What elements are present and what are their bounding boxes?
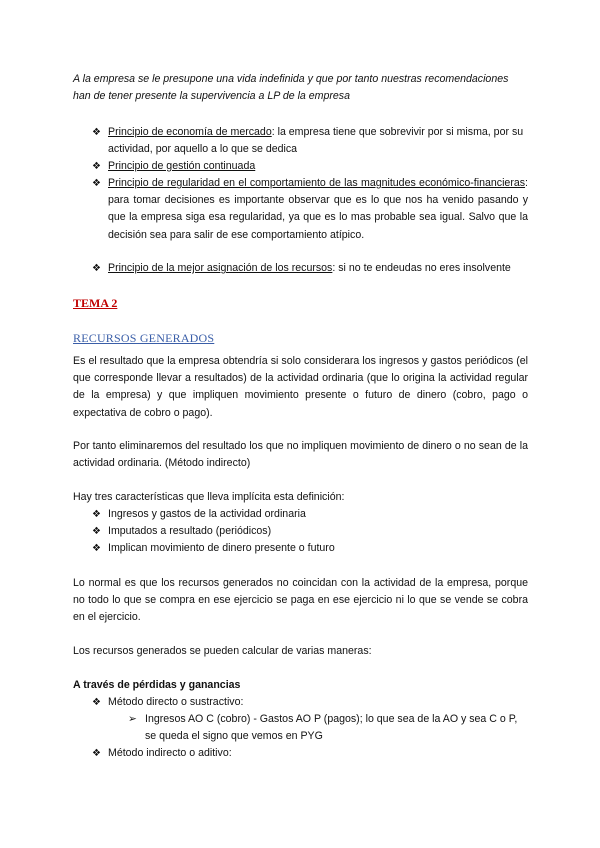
principle-title: Principio de economía de mercado xyxy=(108,126,272,138)
method-item xyxy=(92,745,232,762)
principle-item xyxy=(92,175,528,244)
elimination-paragraph: Por tanto eliminaremos del resultado los que no impliquen movimiento de dinero o no sean de la actividad ordinaria. (Método indirecto) xyxy=(73,440,528,470)
section-heading: RECURSOS GENERADOS xyxy=(73,331,215,345)
characteristic-item xyxy=(92,506,306,523)
principle-item xyxy=(92,124,528,158)
diamond-bullet-icon: ❖ xyxy=(92,127,101,138)
principle-description: : para tomar decisiones es importante observar que es lo que nos ha venido pasando y que la empresa siga esa regularidad, ya que es lo mas probable sea igual. Salvo que la decisión sea para salir de ese comportamiento atípico. xyxy=(108,177,528,241)
characteristic-text: Imputados a resultado (periódicos) xyxy=(108,525,272,537)
diamond-bullet-icon: ❖ xyxy=(92,509,101,520)
arrow-bullet-icon: ➢ xyxy=(128,713,137,725)
diamond-bullet-icon: ❖ xyxy=(92,178,101,189)
diamond-bullet-icon: ❖ xyxy=(92,161,101,172)
diamond-bullet-icon: ❖ xyxy=(92,526,101,537)
method-indirect-text: Método indirecto o aditivo: xyxy=(108,747,232,759)
tema-heading: TEMA 2 xyxy=(73,296,118,310)
calculation-intro: Los recursos generados se pueden calcular de varias maneras: xyxy=(73,645,372,657)
diamond-bullet-icon: ❖ xyxy=(92,543,101,554)
principle-title: Principio de la mejor asignación de los recursos xyxy=(108,262,333,274)
principle-description: : si no te endeudas no eres insolvente xyxy=(332,262,511,274)
definition-paragraph: Es el resultado que la empresa obtendría si solo considerara los ingresos y gastos periódicos (el que corresponde llevar a resultados) de la actividad ordinaria (que lo origina la actividad regular de la empresa) y que impliquen movimiento presente o futuro de dinero (cobro, pago o expectativa de cobro o pago). xyxy=(73,355,528,419)
principle-title: Principio de gestión continuada xyxy=(108,160,256,172)
characteristic-item xyxy=(92,540,335,557)
normal-case-paragraph: Lo normal es que los recursos generados no coincidan con la actividad de la empresa, porque no todo lo que se compra en ese ejercicio se paga en ese ejercicio ni lo que se vende se cobra en el ejercicio. xyxy=(73,577,528,624)
intro-paragraph: A la empresa se le presupone una vida indefinida y que por tanto nuestras recomendaciones han de tener presente la supervivencia a LP de la empresa xyxy=(73,73,509,103)
characteristics-intro: Hay tres características que lleva implícita esta definición: xyxy=(73,491,345,503)
method-detail-item xyxy=(128,711,528,745)
diamond-bullet-icon: ❖ xyxy=(92,697,101,708)
method-direct-text: Método directo o sustractivo: xyxy=(108,696,244,708)
diamond-bullet-icon: ❖ xyxy=(92,263,101,274)
pyg-heading: A través de pérdidas y ganancias xyxy=(73,679,241,691)
characteristic-text: Implican movimiento de dinero presente o futuro xyxy=(108,542,335,554)
principle-description: : la empresa tiene que sobrevivir por si misma, por su actividad, por aquello a lo que se dedica xyxy=(108,126,524,156)
principle-title: Principio de regularidad en el comportamiento de las magnitudes económico-financieras xyxy=(108,177,526,189)
principle-item xyxy=(92,260,528,277)
diamond-bullet-icon: ❖ xyxy=(92,748,101,759)
direct-detail-text: Ingresos AO C (cobro) - Gastos AO P (pagos); lo que sea de la AO y sea C o P, se queda el signo que vemos en PYG xyxy=(145,713,518,743)
method-item xyxy=(92,694,243,711)
principle-item xyxy=(92,158,528,175)
characteristic-text: Ingresos y gastos de la actividad ordinaria xyxy=(108,508,306,520)
characteristic-item xyxy=(92,523,271,540)
